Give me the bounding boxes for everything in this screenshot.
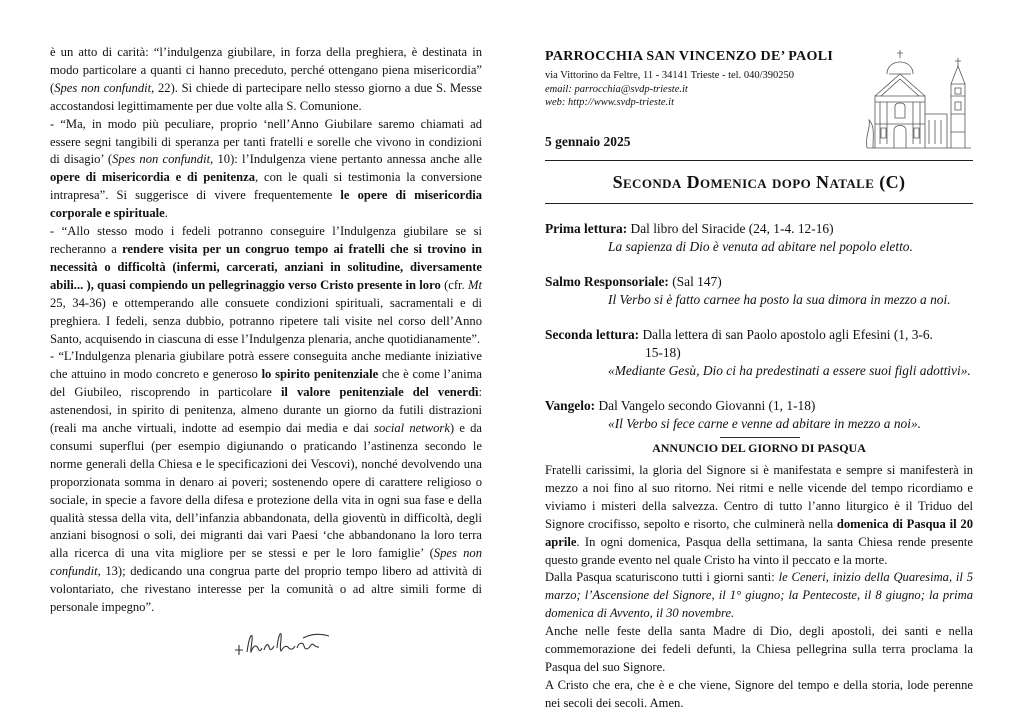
announcement-paragraph — [545, 677, 973, 713]
text-run: Fratelli carissimi, la gloria del Signore si è manifestata e sempre si manifesterà in mezzo a noi fino al suo ritorno. Nei ritmi e nelle vicende del tempo ricordiamo e viviamo i misteri della salvezza. Centro di tutto l’anno liturgico è il Triduo del Signore crocifisso, sepolto e risorto, che culminerà nella — [545, 463, 973, 531]
text-run: Anche nelle feste della santa Madre di Dio, degli apostoli, dei santi e nella commemorazione dei fedeli defunti, la Chiesa pellegrina sulla terra proclama la Pasqua del suo Signore. — [545, 624, 973, 674]
text-run: A Cristo che era, che è e che viene, Signore del tempo e della storia, lode perenne nei secoli dei secoli. Amen. — [545, 677, 973, 710]
text-run: , 10): l’Indulgenza viene pertanto annessa anche alle — [210, 152, 482, 167]
text-run: , con le quali si testimonia la conversione intrapresa”. Si suggerisce di vivere frequentemente — [50, 170, 482, 203]
bold-text: le opere di misericordia corporale e spirituale — [50, 188, 483, 221]
reading-text: «Il Verbo si fece carne e venne ad abitare in mezzo a noi». — [608, 416, 921, 431]
reading-label: Vangelo: — [545, 398, 596, 413]
text-run: Dalla Pasqua scaturiscono tutti i giorni santi: — [545, 570, 779, 585]
parish-address: via Vittorino da Feltre, 11 - 34141 Trieste - tel. 040/390250 — [545, 70, 795, 81]
text-run: (cfr. — [440, 277, 469, 292]
section-divider — [720, 437, 800, 438]
announcement-heading: ANNUNCIO DEL GIORNO DI PASQUA — [652, 441, 866, 455]
text-run: 25, 34-36) e ottemperando alle consuete condizioni spirituali, sacramentali e di preghiera. I fedeli, senza dubbio, potranno ripetere tali visite nel corso dell’Anno Santo, acquisendo in ciascuna di esse l’Indulgenza plenaria, anche quotidianamente”. — [50, 295, 482, 346]
body-paragraph — [50, 223, 482, 348]
reading-first — [545, 220, 973, 256]
text-run: . — [164, 206, 168, 221]
announcement-body — [545, 462, 973, 713]
bold-text: opere di misericordia e di penitenza — [50, 170, 256, 185]
announcement-paragraph — [545, 569, 973, 623]
reading-source: (Sal 147) — [668, 274, 722, 289]
reading-gospel — [545, 397, 973, 433]
italic-text: le Ceneri, inizio della Quaresima, il 5 marzo; l’Ascensione del Signore, il 1° giugno; la Pentecoste, il 8 giugno; la prima domenica di Avvento, il 30 novembre. — [545, 570, 973, 621]
text-run: che è come l’anima del Giubileo, riscoprendo in particolare — [50, 367, 482, 400]
body-paragraph — [50, 44, 482, 116]
text-run: ) e da consumi superflui (per esempio digiunando o praticando l’astinenza secondo le norme generali della Chiesa e le specificazioni dei Vescovi), nonché devolvendo una proporzionata somma in denaro ai poveri; sostenendo opere di carattere religioso o sociale, in specie a favore della difesa e protezione della vita in ogni sua fase e della qualità stessa della vita, dell’infanzia abbandonata, della gioventù in difficoltà, degli anziani bisognosi o soli, dei migranti dai vari Paesi ‘che abbandonano la loro terra alla ricerca di una vita migliore per se stessi e per le loro famiglie’ ( — [50, 421, 483, 561]
italic-text: social network — [374, 421, 450, 436]
header-divider — [545, 160, 973, 161]
text-run: : astenendosi, in spirito di penitenza, almeno durante un giorno da futili distrazioni (reali ma anche virtuali, indotte ad esempio dai media e dai — [50, 385, 482, 436]
church-illustration — [865, 44, 973, 157]
announcement-paragraph — [545, 462, 973, 569]
reading-text: La sapienza di Dio è venuta ad abitare nel popolo eletto. — [608, 239, 913, 254]
text-run: - “Allo stesso modo i fedeli potranno conseguire l’Indulgenza giubilare se si recheranno a — [50, 224, 482, 256]
reading-source-continued: 15-18) — [645, 345, 681, 360]
signature — [233, 628, 333, 663]
italic-text: Spes non confundit — [50, 546, 483, 579]
text-run: - “L’Indulgenza plenaria giubilare potrà essere conseguita anche mediante iniziative che attuino in modo concreto e generoso — [50, 349, 482, 382]
italic-text: Spes non confundit — [54, 80, 152, 95]
bold-text: il valore penitenziale del venerdì — [280, 385, 479, 400]
italic-text: Spes non confundit — [112, 152, 211, 167]
announcement-paragraph — [545, 623, 973, 677]
parish-email: email: parrocchia@svdp-trieste.it — [545, 84, 688, 95]
page-title: Seconda Domenica dopo Natale (C) — [612, 172, 906, 192]
text-run: è un atto di carità: “l’indulgenza giubilare, in forza della preghiera, è destinata in modo particolare a quanti ci hanno preceduto, perché ottengano piena misericordia” ( — [50, 45, 482, 95]
title-divider — [545, 203, 973, 204]
reading-source: Dal Vangelo secondo Giovanni (1, 1-18) — [595, 398, 816, 413]
body-paragraph — [50, 348, 482, 617]
text-run: - “Ma, in modo più peculiare, proprio ‘nell’Anno Giubilare saremo chiamati ad essere segni tangibili di speranza per tanti fratelli e sorelle che vivono in condizioni di disagio’ ( — [50, 116, 482, 167]
reading-text: Il Verbo si è fatto carnee ha posto la sua dimora in mezzo a noi. — [608, 292, 951, 307]
italic-text: Mt — [468, 277, 483, 292]
bold-text: domenica di Pasqua il 20 aprile — [545, 516, 974, 549]
reading-label: Seconda lettura: — [545, 327, 640, 342]
bold-text: rendere visita per un congruo tempo ai fratelli che si trovino in necessità o difficoltà (infermi, carcerati, anziani in solitudine, diversamente abili... ), quasi compiendo un pellegrinaggio verso Cristo presente in loro — [50, 241, 482, 292]
text-run: , 13); dedicando una congrua parte del proprio tempo libero ad attività di volontariato, che rivestano interesse per la comunità o ad altre simili forme di personale impegno”. — [50, 564, 482, 615]
text-run: . In ogni domenica, Pasqua della settimana, la santa Chiesa rende presente questo grande evento nel quale Cristo ha vinto il peccato e la morte. — [545, 534, 973, 567]
left-column — [50, 44, 482, 617]
parish-header — [545, 44, 973, 149]
text-run: , 22). Si chiede di partecipare nello stesso giorno a due S. Messe accostandosi legittimamente per due volte alla S. Comunione. — [50, 80, 482, 113]
reading-second — [545, 326, 973, 380]
parish-name: PARROCCHIA SAN VINCENZO DE’ PAOLI — [545, 49, 834, 64]
bulletin-date: 5 gennaio 2025 — [545, 134, 631, 149]
reading-source: Dal libro del Siracide (24, 1-4. 12-16) — [627, 221, 834, 236]
body-paragraph — [50, 116, 482, 223]
parish-web: web: http://www.svdp-trieste.it — [545, 97, 675, 108]
reading-label: Prima lettura: — [545, 221, 628, 236]
reading-psalm — [545, 273, 973, 309]
bold-text: lo spirito penitenziale — [261, 367, 379, 382]
reading-source: Dalla lettera di san Paolo apostolo agli Efesini (1, 3-6. — [639, 327, 933, 342]
reading-label: Salmo Responsoriale: — [545, 274, 669, 289]
reading-text: «Mediante Gesù, Dio ci ha predestinati a essere suoi figli adottivi». — [608, 363, 971, 378]
